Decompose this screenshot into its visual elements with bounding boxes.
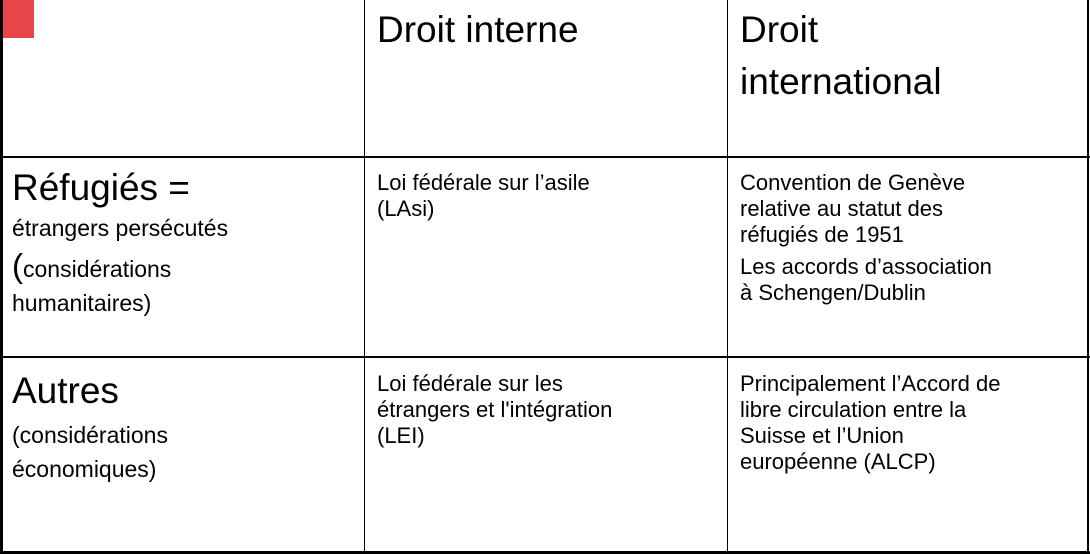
- autres-intl-line2: libre circulation entre la: [740, 397, 967, 422]
- row-autres-sub1: (considérations: [12, 422, 168, 448]
- row-refugies-sub1: étrangers persécutés: [12, 215, 229, 241]
- refugies-interne-line1: Loi fédérale sur l’asile: [377, 170, 590, 195]
- row-autres-category: [12, 368, 168, 486]
- autres-interne-line3: (LEI): [377, 423, 425, 448]
- autres-interne-line1: Loi fédérale sur les: [377, 371, 563, 396]
- table-divider-col2: [727, 0, 728, 554]
- row-refugies-droit-international: [740, 170, 992, 306]
- table-border-left: [0, 0, 3, 554]
- row-refugies-sub2-text: considérations: [23, 256, 172, 282]
- header-droit-international-line2: international: [740, 61, 942, 102]
- refugies-intl-b-line2: à Schengen/Dublin: [740, 280, 926, 305]
- header-droit-international-line1: Droit: [740, 9, 819, 50]
- row-refugies-category: [12, 165, 228, 320]
- table-border-right: [1087, 0, 1089, 554]
- row-refugies-paren: (: [12, 247, 23, 284]
- row-refugies-droit-interne: [377, 170, 590, 222]
- header-cell-droit-interne: [377, 7, 579, 53]
- table-divider-row1: [0, 156, 1090, 158]
- autres-intl-line4: européenne (ALCP): [740, 449, 936, 474]
- autres-intl-line1: Principalement l’Accord de: [740, 371, 1001, 396]
- table-divider-col1: [364, 0, 365, 554]
- refugies-intl-a-line2: relative au statut des: [740, 196, 944, 221]
- table-divider-row2: [0, 356, 1090, 358]
- row-autres-droit-interne: [377, 371, 612, 449]
- row-autres-heading: Autres: [12, 370, 119, 411]
- row-refugies-sub3: humanitaires): [12, 290, 152, 316]
- row-refugies-sub2: [12, 249, 228, 286]
- header-droit-interne: Droit interne: [377, 9, 579, 50]
- row-autres-sub2: économiques): [12, 456, 157, 482]
- refugies-intl-a-line3: réfugiés de 1951: [740, 222, 904, 247]
- row-refugies-heading: Réfugiés =: [12, 167, 190, 208]
- header-cell-droit-international: [740, 7, 942, 105]
- refugies-interne-line2: (LAsi): [377, 196, 435, 221]
- autres-interne-line2: étrangers et l'intégration: [377, 397, 613, 422]
- refugies-intl-b-line1: Les accords d’association: [740, 254, 992, 279]
- row-autres-droit-international: [740, 371, 1000, 475]
- refugies-intl-a-line1: Convention de Genève: [740, 170, 966, 195]
- autres-intl-line3: Suisse et l’Union: [740, 423, 904, 448]
